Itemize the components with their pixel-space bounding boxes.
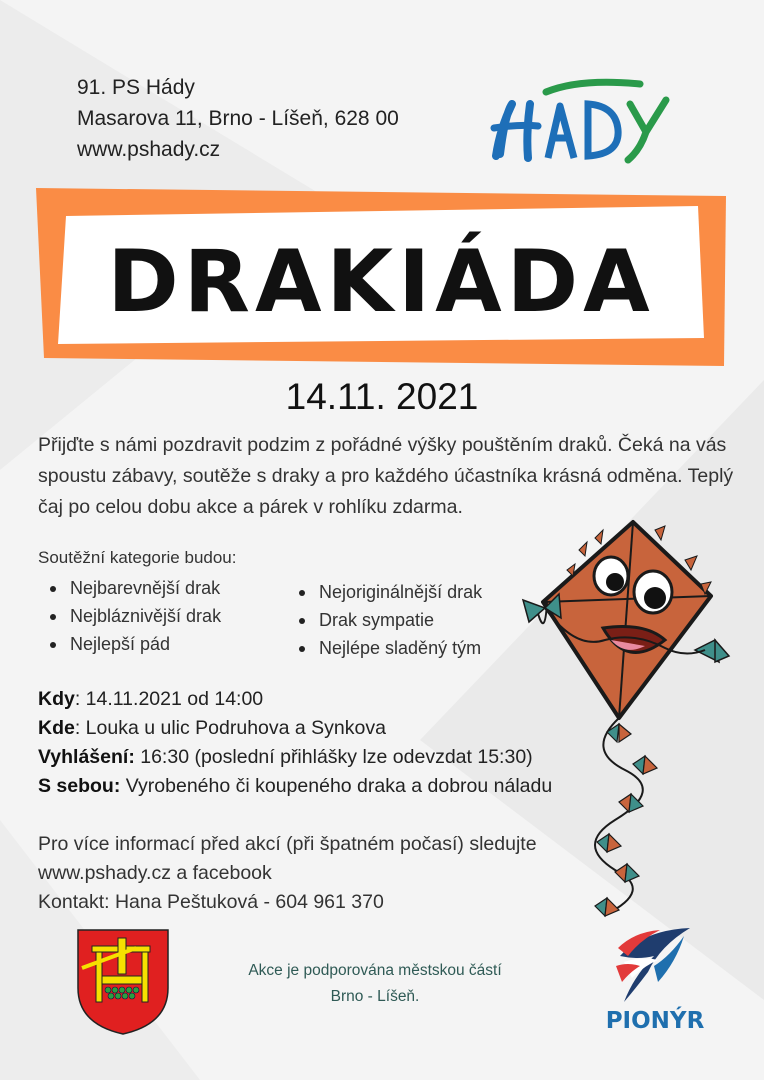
detail-results: Vyhlášení: 16:30 (poslední přihlášky lze odevzdat 15:30) xyxy=(38,746,533,768)
org-web[interactable]: www.pshady.cz xyxy=(77,138,221,161)
event-details xyxy=(38,685,552,801)
category-item: Nejlepší pád xyxy=(38,630,221,658)
categories-title: Soutěžní kategorie budou: xyxy=(38,548,237,567)
info-web[interactable]: www.pshady.cz a facebook xyxy=(38,862,272,884)
hady-logo xyxy=(490,74,680,164)
category-item: Nejoriginálnější drak xyxy=(287,578,482,606)
org-address: Masarova 11, Brno - Líšeň, 628 00 xyxy=(77,107,399,130)
info-line: Pro více informací před akcí (při špatném počasí) sledujte xyxy=(38,833,537,855)
categories-list-left xyxy=(38,574,221,658)
support-line: Brno - Líšeň. xyxy=(330,988,420,1005)
detail-where: Kde: Louka u ulic Podruhova a Synkova xyxy=(38,717,386,739)
support-line: Akce je podporována městskou částí xyxy=(248,962,502,979)
detail-when: Kdy: 14.11.2021 od 14:00 xyxy=(38,688,264,710)
lisen-coat-of-arms xyxy=(76,928,170,1036)
support-note xyxy=(205,958,545,1010)
category-item: Nejbarevnější drak xyxy=(38,574,221,602)
category-item: Nejbláznivější drak xyxy=(38,602,221,630)
event-title: DRAKIÁDA xyxy=(107,232,655,332)
detail-bring: S sebou: Vyrobeného či koupeného draka a dobrou náladu xyxy=(38,775,553,797)
category-item: Drak sympatie xyxy=(287,606,482,634)
organizer-header xyxy=(77,72,399,165)
pionyr-bird-icon xyxy=(614,926,694,1004)
more-info xyxy=(38,830,537,917)
contact-line: Kontakt: Hana Peštuková - 604 961 370 xyxy=(38,891,384,913)
category-item: Nejlépe sladěný tým xyxy=(287,634,482,662)
kite-illustration xyxy=(515,510,735,930)
org-name: 91. PS Hády xyxy=(77,76,195,99)
intro-text: Přijďte s námi pozdravit podzim z pořádné výšky pouštěním draků. Čeká na vás spoustu zábavy, soutěže s draky a pro každého účastníka krásná odměna. Teplý čaj po celou dobu akce a párek v rohlíku zdarma. xyxy=(38,434,734,518)
event-date: 14.11. 2021 xyxy=(285,376,479,417)
categories-list-right xyxy=(287,578,482,662)
pionyr-logo-text: PIONÝR xyxy=(605,1008,705,1034)
